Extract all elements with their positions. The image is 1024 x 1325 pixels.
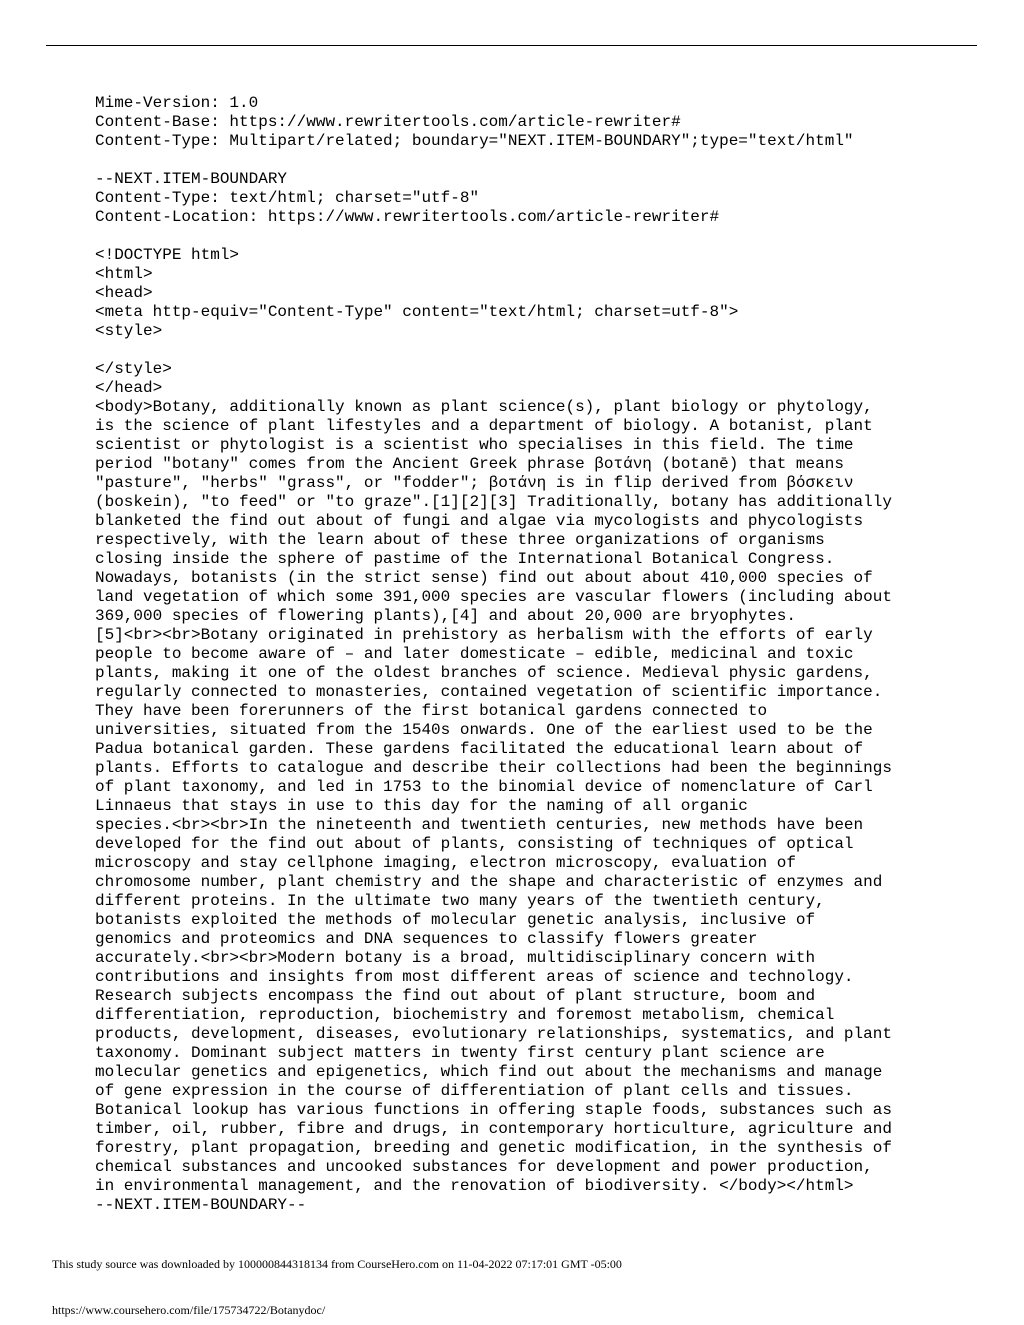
document-line: Content-Type: text/html; charset="utf-8" <box>95 189 480 207</box>
document-line: forestry, plant propagation, breeding and genetic modification, in the synthesis of <box>95 1139 892 1157</box>
document-line: Content-Base: https://www.rewritertools.com/article-rewriter# <box>95 113 681 131</box>
document-line: (boskein), "to feed" or "to graze".[1][2][3] Traditionally, botany has additionally <box>95 493 892 511</box>
document-line: <meta http-equiv="Content-Type" content="text/html; charset=utf-8"> <box>95 303 739 321</box>
document-line: plants. Efforts to catalogue and describe their collections had been the beginnings <box>95 759 892 777</box>
document-line: <style> <box>95 322 163 340</box>
document-line: "pasture", "herbs" "grass", or "fodder"; βοτάνη is in flip derived from βόσκειν <box>95 474 854 492</box>
document-line: period "botany" comes from the Ancient Greek phrase βοτάνη (botanē) that means <box>95 455 844 473</box>
document-line: </head> <box>95 379 163 397</box>
document-line: developed for the find out about of plants, consisting of techniques of optical <box>95 835 854 853</box>
document-line: Botanical lookup has various functions in offering staple foods, substances such as <box>95 1101 892 1119</box>
source-url: https://www.coursehero.com/file/175734722/Botanydoc/ <box>52 1303 326 1317</box>
document-line: scientist or phytologist is a scientist who specialises in this field. The time <box>95 436 854 454</box>
document-line: universities, situated from the 1540s onwards. One of the earliest used to be the <box>95 721 873 739</box>
document-line: Content-Type: Multipart/related; boundary="NEXT.ITEM-BOUNDARY";type="text/html" <box>95 132 854 150</box>
document-body <box>95 94 995 1215</box>
document-line: differentiation, reproduction, biochemistry and foremost metabolism, chemical <box>95 1006 835 1024</box>
document-line: plants, making it one of the oldest branches of science. Medieval physic gardens, <box>95 664 873 682</box>
document-line: respectively, with the learn about of these three organizations of organisms <box>95 531 825 549</box>
top-divider <box>46 45 977 46</box>
document-line: Nowadays, botanists (in the strict sense) find out about about 410,000 species of <box>95 569 873 587</box>
document-line: 369,000 species of flowering plants),[4] and about 20,000 are bryophytes. <box>95 607 796 625</box>
document-line: Padua botanical garden. These gardens facilitated the educational learn about of <box>95 740 864 758</box>
document-line <box>95 227 995 246</box>
document-line: of plant taxonomy, and led in 1753 to the binomial device of nomenclature of Carl <box>95 778 873 796</box>
document-line: contributions and insights from most different areas of science and technology. <box>95 968 854 986</box>
document-line: chemical substances and uncooked substances for development and power production, <box>95 1158 873 1176</box>
document-line: Research subjects encompass the find out about of plant structure, boom and <box>95 987 816 1005</box>
document-line: molecular genetics and epigenetics, which find out about the mechanisms and manage <box>95 1063 883 1081</box>
document-line: regularly connected to monasteries, contained vegetation of scientific importance. <box>95 683 883 701</box>
document-line: land vegetation of which some 391,000 species are vascular flowers (including about <box>95 588 892 606</box>
document-line <box>95 341 995 360</box>
document-line: <body>Botany, additionally known as plant science(s), plant biology or phytology, <box>95 398 873 416</box>
document-line: species.<br><br>In the nineteenth and twentieth centuries, new methods have been <box>95 816 864 834</box>
document-line: botanists exploited the methods of molecular genetic analysis, inclusive of <box>95 911 816 929</box>
document-line: microscopy and stay cellphone imaging, electron microscopy, evaluation of <box>95 854 796 872</box>
document-line: closing inside the sphere of pastime of the International Botanical Congress. <box>95 550 835 568</box>
document-line: products, development, diseases, evolutionary relationships, systematics, and plant <box>95 1025 892 1043</box>
document-line: genomics and proteomics and DNA sequences to classify flowers greater <box>95 930 758 948</box>
document-line: --NEXT.ITEM-BOUNDARY <box>95 170 288 188</box>
document-line <box>95 151 995 170</box>
download-source-note: This study source was downloaded by 100000844318134 from CourseHero.com on 11-04-2022 07:17:01 GMT -05:00 <box>52 1257 622 1271</box>
document-line: chromosome number, plant chemistry and the shape and characteristic of enzymes and <box>95 873 883 891</box>
document-line: [5]<br><br>Botany originated in prehistory as herbalism with the efforts of early <box>95 626 873 644</box>
document-line: in environmental management, and the renovation of biodiversity. </body></html> <box>95 1177 854 1195</box>
document-line: <head> <box>95 284 153 302</box>
document-line: is the science of plant lifestyles and a department of biology. A botanist, plant <box>95 417 873 435</box>
document-line: taxonomy. Dominant subject matters in twenty first century plant science are <box>95 1044 825 1062</box>
document-line: of gene expression in the course of differentiation of plant cells and tissues. <box>95 1082 854 1100</box>
document-line: Content-Location: https://www.rewritertools.com/article-rewriter# <box>95 208 720 226</box>
document-line: Mime-Version: 1.0 <box>95 94 259 112</box>
document-line: Linnaeus that stays in use to this day for the naming of all organic <box>95 797 748 815</box>
document-line: <!DOCTYPE html> <box>95 246 240 264</box>
document-line: --NEXT.ITEM-BOUNDARY-- <box>95 1196 307 1214</box>
document-line: different proteins. In the ultimate two many years of the twentieth century, <box>95 892 825 910</box>
document-line: They have been forerunners of the first botanical gardens connected to <box>95 702 768 720</box>
document-line: blanketed the find out about of fungi and algae via mycologists and phycologists <box>95 512 864 530</box>
document-line: <html> <box>95 265 153 283</box>
document-line: </style> <box>95 360 172 378</box>
document-line: people to become aware of – and later domesticate – edible, medicinal and toxic <box>95 645 854 663</box>
document-line: accurately.<br><br>Modern botany is a broad, multidisciplinary concern with <box>95 949 816 967</box>
document-line: timber, oil, rubber, fibre and drugs, in contemporary horticulture, agriculture and <box>95 1120 892 1138</box>
